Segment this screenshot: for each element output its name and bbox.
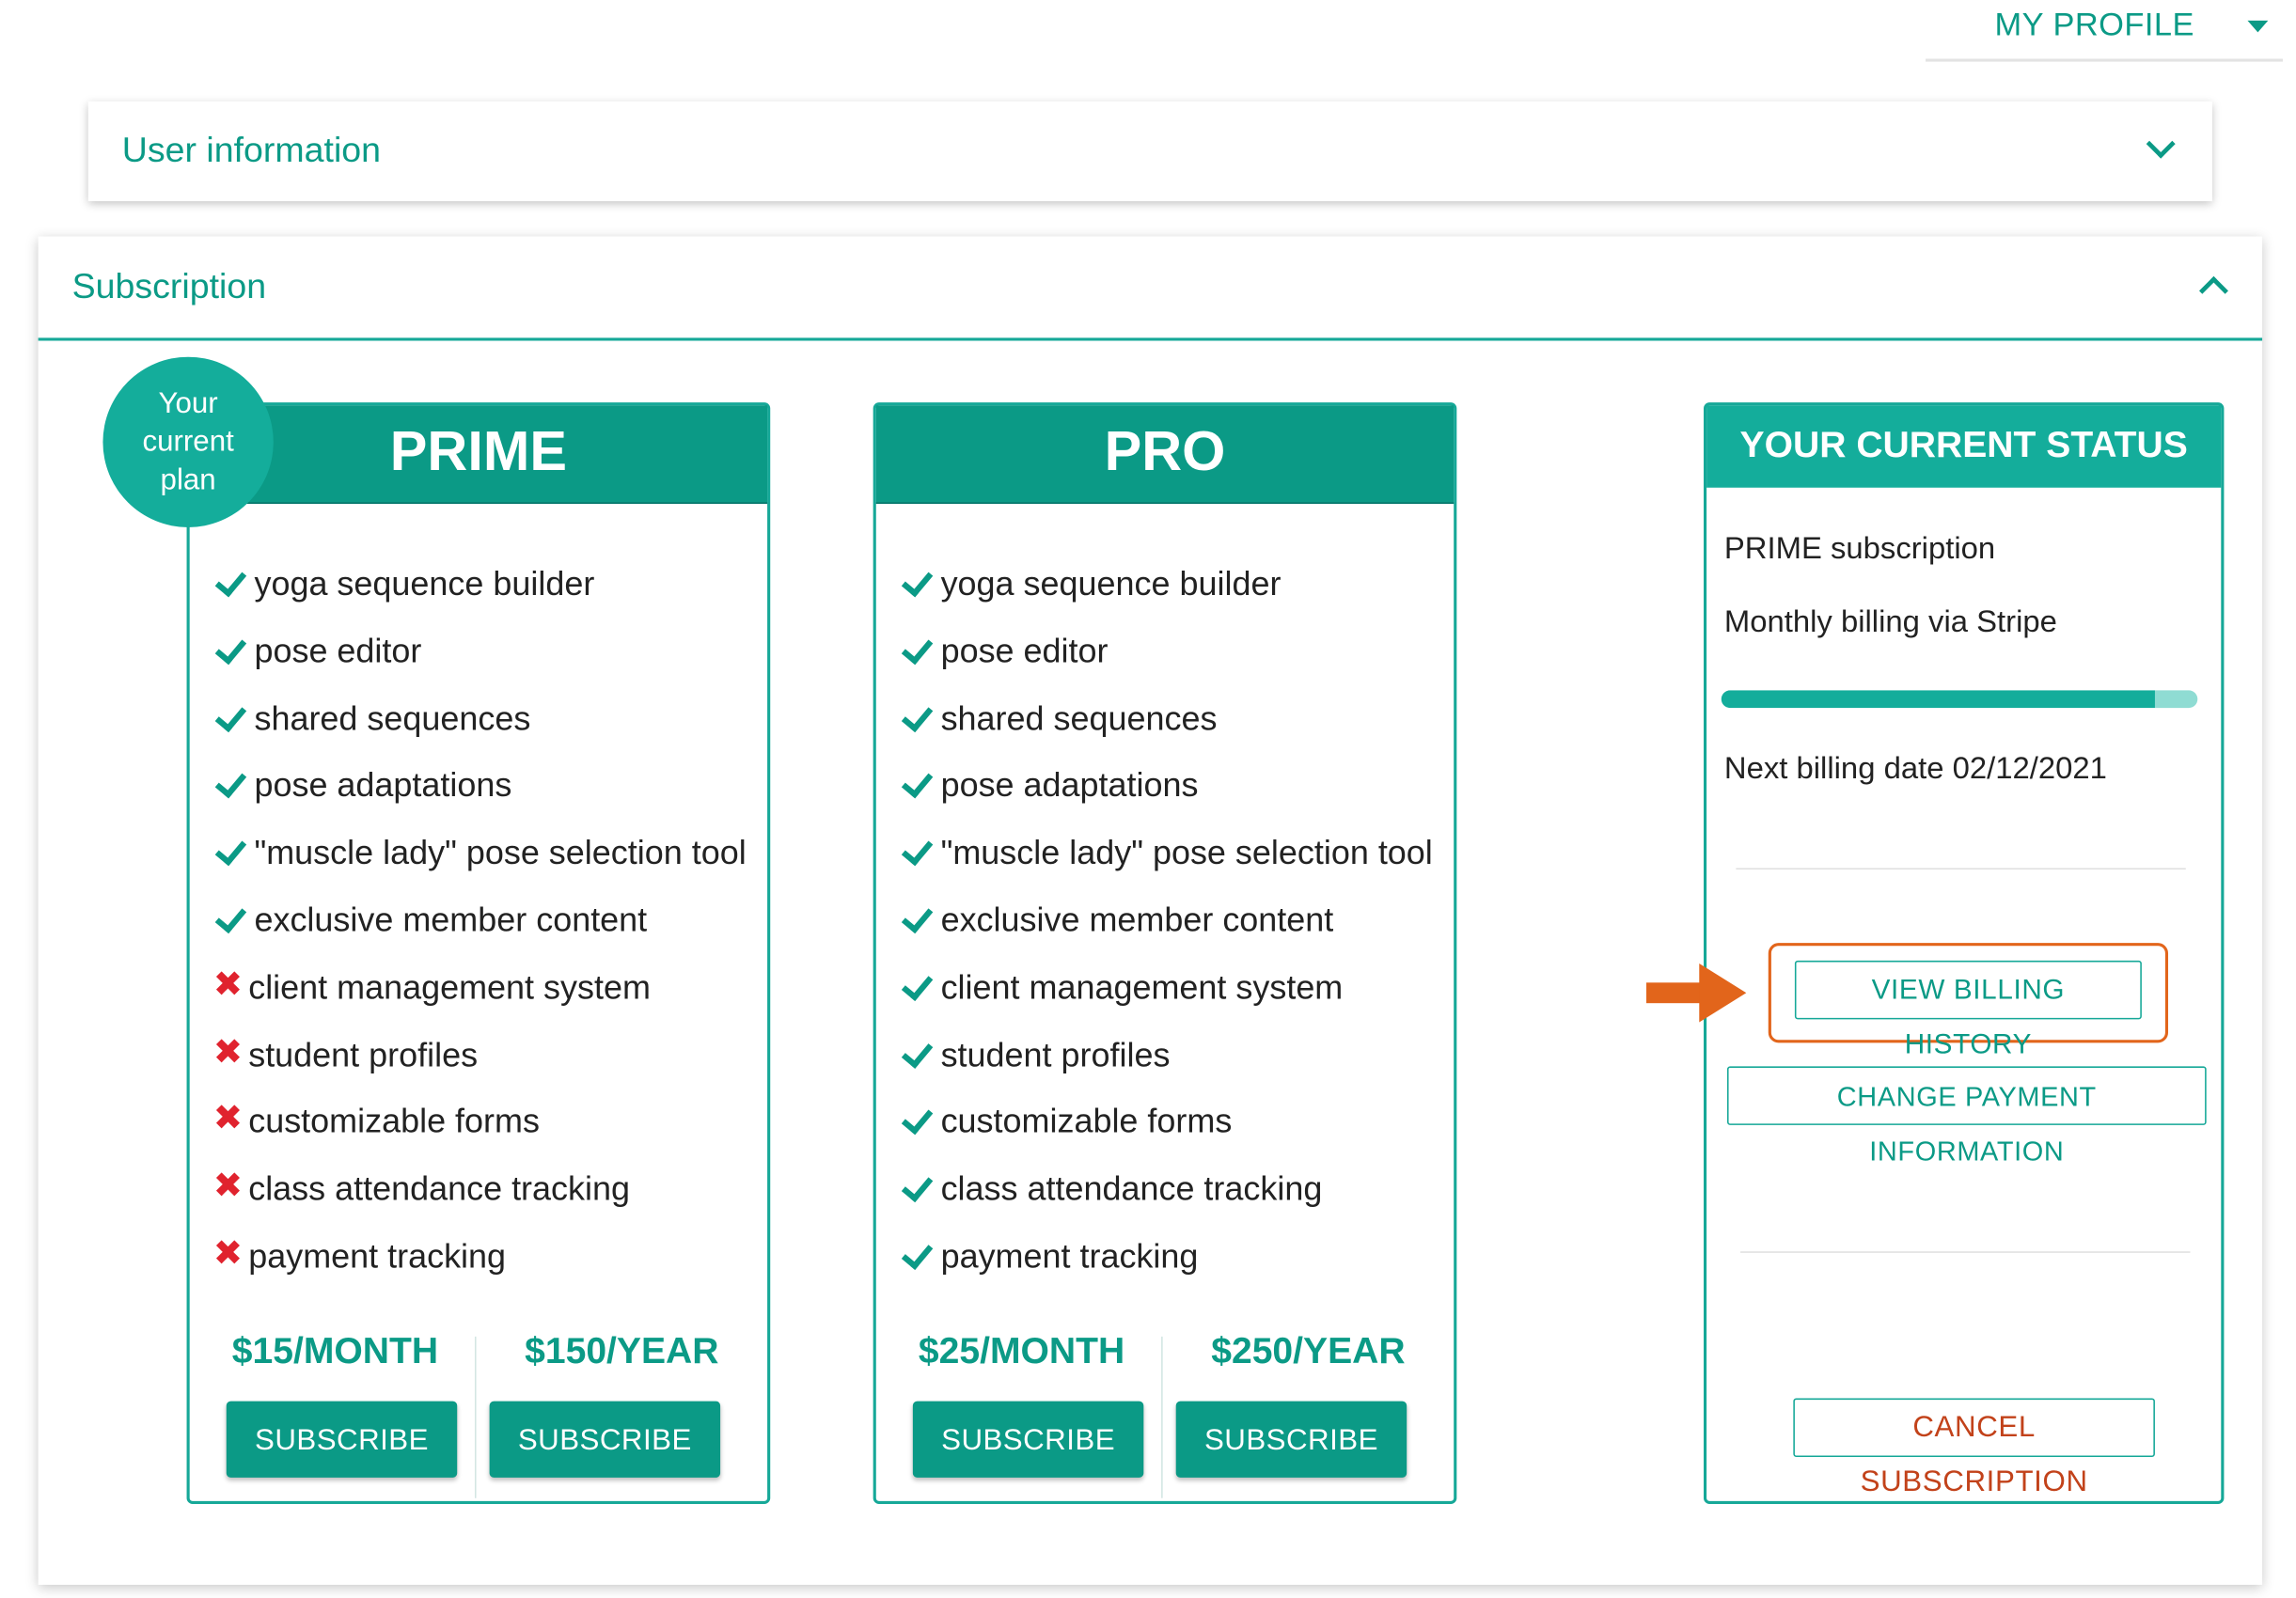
check-mark bbox=[902, 1170, 933, 1203]
caret-down-icon bbox=[2247, 21, 2268, 33]
feature-label: "muscle lady" pose selection tool bbox=[254, 833, 747, 871]
chevron-up-icon[interactable] bbox=[2199, 276, 2228, 306]
feature-list-prime bbox=[213, 564, 747, 1304]
feature-item bbox=[900, 1237, 1433, 1305]
feature-label: "muscle lady" pose selection tool bbox=[940, 833, 1433, 871]
check-icon bbox=[213, 704, 249, 729]
feature-item bbox=[213, 833, 747, 901]
subscription-title: Subscription bbox=[71, 267, 267, 307]
check-icon bbox=[900, 1041, 936, 1066]
check-icon bbox=[900, 838, 936, 864]
feature-item bbox=[212, 1233, 747, 1305]
feature-item bbox=[212, 1099, 747, 1169]
feature-item bbox=[212, 1031, 747, 1103]
cancel-subscription-button[interactable]: CANCEL SUBSCRIPTION bbox=[1793, 1399, 2155, 1458]
check-mark bbox=[902, 1035, 933, 1068]
billing-method-text: Monthly billing via Stripe bbox=[1723, 604, 2057, 639]
feature-label: pose editor bbox=[940, 631, 1109, 670]
subscribe-yearly-pro-button[interactable]: SUBSCRIBE bbox=[1176, 1402, 1407, 1478]
feature-label: payment tracking bbox=[248, 1236, 507, 1276]
feature-label: client management system bbox=[940, 967, 1344, 1006]
feature-label: pose adaptations bbox=[940, 765, 1199, 805]
subscription-accordion-header[interactable] bbox=[39, 237, 2262, 341]
check-mark bbox=[215, 699, 246, 732]
plan-name-pro: PRO bbox=[876, 405, 1454, 504]
check-mark bbox=[902, 699, 933, 732]
check-mark bbox=[902, 1103, 933, 1136]
feature-label: class attendance tracking bbox=[940, 1169, 1323, 1208]
current-plan-badge: Your current plan bbox=[102, 357, 273, 527]
feature-item bbox=[900, 564, 1433, 632]
view-billing-history-button[interactable]: VIEW BILLING HISTORY bbox=[1795, 961, 2142, 1020]
check-icon bbox=[213, 772, 249, 797]
feature-label: yoga sequence builder bbox=[254, 564, 595, 603]
check-mark bbox=[902, 1237, 933, 1270]
cross-icon: ✖ bbox=[212, 1166, 244, 1207]
next-billing-date-text: Next billing date 02/12/2021 bbox=[1723, 752, 2107, 786]
feature-item bbox=[900, 698, 1433, 766]
feature-item bbox=[900, 967, 1433, 1035]
feature-label: customizable forms bbox=[248, 1102, 540, 1141]
check-icon bbox=[900, 772, 936, 797]
user-information-title: User information bbox=[121, 131, 382, 171]
user-information-accordion[interactable] bbox=[88, 102, 2212, 201]
feature-label: payment tracking bbox=[940, 1236, 1199, 1276]
feature-item bbox=[213, 766, 747, 834]
check-mark bbox=[902, 834, 933, 867]
check-mark bbox=[902, 766, 933, 799]
feature-item bbox=[900, 766, 1433, 834]
check-mark bbox=[215, 766, 246, 799]
change-payment-information-button[interactable]: CHANGE PAYMENT INFORMATION bbox=[1727, 1066, 2207, 1125]
cross-icon: ✖ bbox=[212, 1233, 244, 1274]
plan-name-prime: PRIME bbox=[190, 405, 767, 504]
feature-item bbox=[213, 564, 747, 632]
cross-icon: ✖ bbox=[212, 964, 244, 1005]
check-icon bbox=[900, 906, 936, 932]
feature-item bbox=[900, 632, 1433, 699]
feature-label: student profiles bbox=[248, 1034, 479, 1073]
current-status-card bbox=[1704, 402, 2224, 1504]
my-profile-label: MY PROFILE bbox=[1994, 6, 2194, 43]
billing-period-progress-fill bbox=[1722, 690, 2155, 708]
feature-list-pro bbox=[900, 564, 1433, 1304]
check-icon bbox=[213, 570, 249, 595]
feature-item bbox=[900, 1102, 1433, 1169]
check-mark bbox=[215, 901, 246, 933]
feature-label: pose editor bbox=[254, 631, 422, 670]
plan-card-prime bbox=[187, 402, 771, 1504]
subscribe-monthly-prime-button[interactable]: SUBSCRIBE bbox=[227, 1402, 457, 1478]
billing-period-progress-bar bbox=[1722, 690, 2198, 708]
check-mark bbox=[215, 834, 246, 867]
feature-item bbox=[900, 901, 1433, 968]
feature-item bbox=[212, 1166, 747, 1237]
feature-label: exclusive member content bbox=[940, 900, 1334, 939]
feature-label: pose adaptations bbox=[254, 765, 512, 805]
yearly-price-prime: $150/YEAR bbox=[525, 1330, 719, 1372]
check-icon bbox=[900, 974, 936, 999]
check-mark bbox=[215, 632, 246, 665]
cross-icon: ✖ bbox=[212, 1031, 244, 1072]
check-icon bbox=[900, 570, 936, 595]
feature-label: shared sequences bbox=[940, 698, 1218, 737]
check-icon bbox=[213, 637, 249, 663]
feature-label: exclusive member content bbox=[254, 900, 648, 939]
feature-item bbox=[900, 1035, 1433, 1103]
price-divider bbox=[475, 1337, 477, 1498]
check-icon bbox=[213, 838, 249, 864]
yearly-price-pro: $250/YEAR bbox=[1211, 1330, 1406, 1372]
feature-label: class attendance tracking bbox=[248, 1169, 630, 1208]
feature-label: student profiles bbox=[940, 1034, 1171, 1073]
check-mark bbox=[902, 901, 933, 933]
plan-card-pro bbox=[873, 402, 1457, 1504]
feature-item bbox=[213, 698, 747, 766]
cross-icon: ✖ bbox=[212, 1099, 244, 1139]
divider bbox=[1740, 1251, 2190, 1253]
monthly-price-pro: $25/MONTH bbox=[918, 1330, 1125, 1372]
feature-label: yoga sequence builder bbox=[940, 564, 1282, 603]
my-profile-dropdown[interactable] bbox=[1926, 0, 2283, 62]
feature-label: customizable forms bbox=[940, 1102, 1233, 1141]
check-mark bbox=[215, 565, 246, 598]
feature-item bbox=[213, 632, 747, 699]
check-mark bbox=[902, 632, 933, 665]
feature-label: shared sequences bbox=[254, 698, 531, 737]
subscribe-yearly-prime-button[interactable]: SUBSCRIBE bbox=[490, 1402, 720, 1478]
current-plan-text: PRIME subscription bbox=[1723, 531, 1996, 566]
feature-item bbox=[212, 964, 747, 1035]
feature-label: client management system bbox=[248, 967, 651, 1006]
check-icon bbox=[213, 906, 249, 932]
feature-item bbox=[900, 1169, 1433, 1237]
subscribe-monthly-pro-button[interactable]: SUBSCRIBE bbox=[913, 1402, 1143, 1478]
current-status-title: YOUR CURRENT STATUS bbox=[1706, 405, 2221, 488]
chevron-down-icon[interactable] bbox=[2147, 130, 2176, 159]
check-icon bbox=[900, 637, 936, 663]
feature-item bbox=[213, 901, 747, 968]
price-divider bbox=[1161, 1337, 1163, 1498]
feature-item bbox=[900, 833, 1433, 901]
check-icon bbox=[900, 704, 936, 729]
check-icon bbox=[900, 1175, 936, 1200]
check-mark bbox=[902, 968, 933, 1001]
arrow-right-icon bbox=[1646, 961, 1749, 1026]
check-icon bbox=[900, 1108, 936, 1134]
divider bbox=[1736, 868, 2185, 870]
check-icon bbox=[900, 1243, 936, 1268]
monthly-price-prime: $15/MONTH bbox=[231, 1330, 439, 1372]
check-mark bbox=[902, 565, 933, 598]
